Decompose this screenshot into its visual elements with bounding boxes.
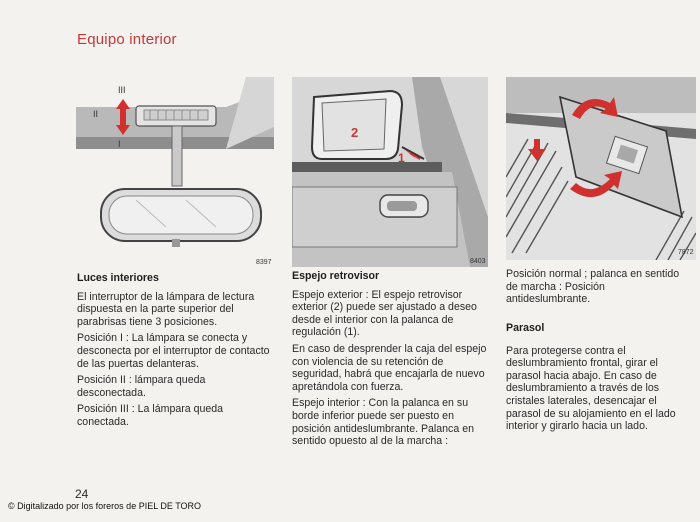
- section-heading: Espejo retrovisor: [292, 270, 380, 282]
- paragraph: El interruptor de la lámpara de lectura dispuesta en la parte superior del parabrisas tiene 3 posiciones.: [77, 290, 255, 328]
- exterior-mirror-illustration: [292, 77, 488, 267]
- switch-position-label-iii: III: [118, 85, 126, 95]
- sun-visor-illustration: [506, 77, 696, 260]
- paragraph: Posición III : La lámpara queda conectada.: [77, 403, 224, 428]
- page-number: 24: [75, 487, 89, 501]
- callout-lever: 1: [398, 151, 405, 165]
- section-heading: Parasol: [506, 322, 545, 334]
- footer-credit: © Digitalizado por los foreros de PIEL DE TORO: [8, 501, 202, 511]
- figure-id: 8403: [470, 258, 486, 265]
- section-espejo-retrovisor: [292, 270, 488, 452]
- paragraph: Para protegerse contra el deslumbramiento frontal, girar el parasol hacia abajo. En caso de deslumbramiento a través de los cristales laterales, desencajar el parasol de su alojamiento en el lado interior y girarlo hacia un lado.: [506, 344, 676, 433]
- figure-interior-mirror: [76, 77, 274, 267]
- paragraph: Posición II : lámpara queda desconectada.: [77, 374, 206, 399]
- switch-position-label-i: I: [118, 139, 121, 149]
- paragraph: Posición I : La lámpara se conecta y desconecta por el interruptor de contacto de las puertas delanteras.: [77, 332, 270, 370]
- paragraph: En caso de desprender la caja del espejo con violencia de su retención de seguridad, habrá que encajarla de nuevo apretándola con fuerza.: [292, 342, 487, 393]
- interior-mirror-illustration: [76, 77, 274, 267]
- figure-sun-visor: [506, 77, 696, 260]
- page-title: Equipo interior: [77, 31, 177, 48]
- section-luces-interiores: [77, 272, 273, 433]
- figure-id: 8397: [256, 259, 272, 266]
- paragraph: Posición normal ; palanca en sentido de marcha : Posición antideslumbrante.: [506, 268, 680, 306]
- figure-exterior-mirror: [292, 77, 488, 267]
- switch-position-label-ii: II: [93, 109, 99, 119]
- section-posicion-normal: [506, 268, 692, 310]
- section-heading: Luces interiores: [77, 272, 159, 284]
- section-parasol: [506, 322, 692, 437]
- paragraph: Espejo interior : Con la palanca en su borde inferior puede ser puesto en posición antideslumbrante. Palanca en sentido opuesto al de la marcha :: [292, 397, 474, 448]
- figure-id: 7872: [678, 249, 694, 256]
- callout-mirror: 2: [351, 125, 359, 140]
- paragraph: Espejo exterior : El espejo retrovisor exterior (2) puede ser ajustado a deseo desde el interior con la palanca de regulación (1).: [292, 288, 477, 339]
